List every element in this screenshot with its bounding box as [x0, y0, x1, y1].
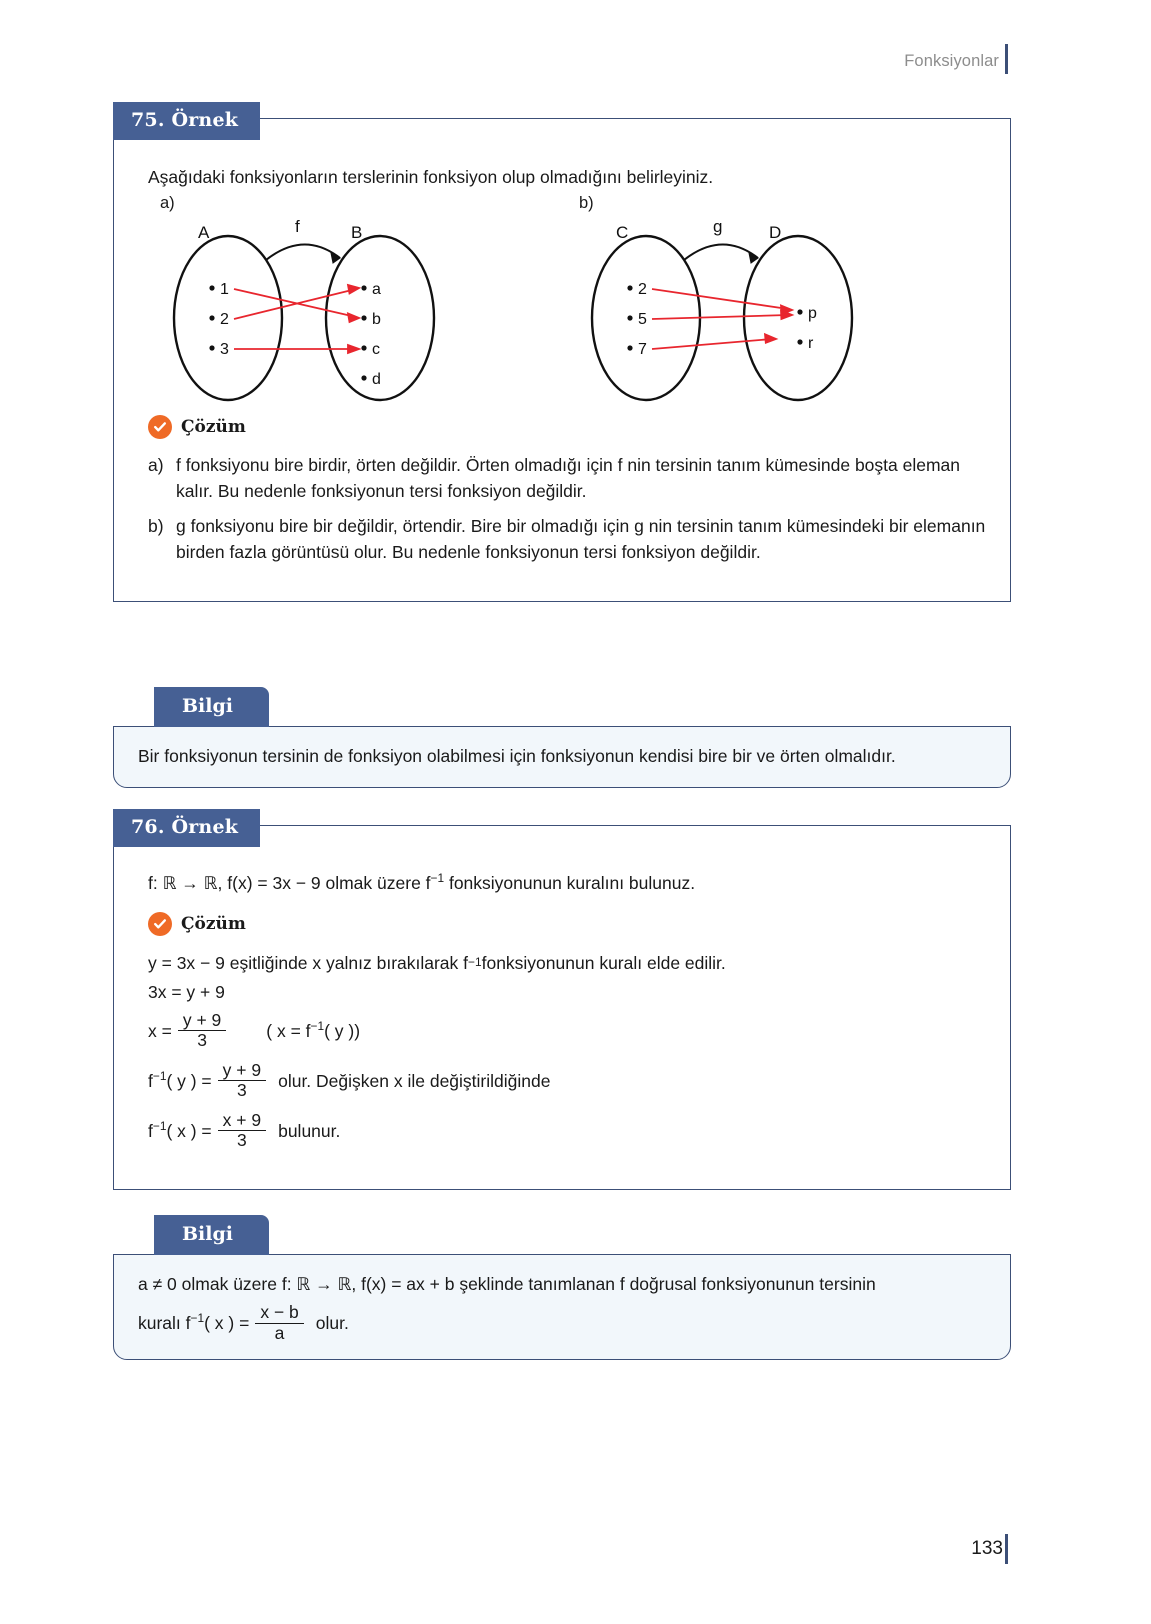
info-box-2-body	[113, 1254, 1011, 1360]
element-label-c: c	[372, 341, 380, 359]
math-line-4-numerator: y + 9	[222, 1059, 262, 1080]
header-title: Fonksiyonlar	[904, 51, 999, 70]
math-line-3-note-open: ( x = f	[266, 1020, 311, 1041]
info-box-1-tab: Bilgi	[154, 687, 269, 727]
info-box-2-formula-tail: olur.	[315, 1313, 349, 1334]
math-line-1-part2: fonksiyonunun kuralı elde edilir.	[481, 953, 726, 974]
solution-heading-76	[148, 912, 988, 936]
element-dot-3	[209, 346, 214, 351]
element-label-5: 5	[638, 311, 647, 329]
mapping-arrow-2-to-p	[652, 289, 788, 309]
page-number-accent-bar	[1005, 1534, 1008, 1564]
info-box-2-line-1: a ≠ 0 olmak üzere f: ℝ → ℝ, f(x) = ax + b şeklinde tanımlanan f doğrusal fonksiyonunun tersinin	[138, 1274, 876, 1294]
example-75-container	[113, 109, 1011, 602]
mapping-arrowhead-7-to-r	[765, 335, 776, 344]
math-line-3-numerator: y + 9	[182, 1009, 222, 1030]
math-line-4-lhs-f: f	[148, 1070, 153, 1091]
math-line-5-lhs-rest: ( x ) =	[166, 1120, 212, 1141]
info-box-2-formula-rest: ( x ) =	[204, 1313, 250, 1334]
element-dot-2	[627, 286, 632, 291]
math-line-1-part1: y = 3x − 9 eşitliğinde x yalnız bırakılarak f	[148, 953, 469, 974]
example-76-prompt	[148, 870, 988, 896]
page-number: 133	[971, 1538, 1003, 1559]
element-dot-b	[361, 316, 366, 321]
math-line-4-fraction	[218, 1061, 266, 1101]
set-a-label: A	[198, 223, 210, 243]
math-line-5-fraction	[218, 1111, 266, 1151]
solution-marker-a: a)	[148, 455, 164, 476]
math-line-5-denominator: 3	[218, 1130, 266, 1151]
venn-diagram-a	[158, 216, 448, 411]
mapping-arrowhead-1-to-b	[348, 314, 359, 323]
element-dot-5	[627, 316, 632, 321]
info-box-2-container	[113, 1215, 1011, 1360]
solution-list-75	[148, 453, 988, 566]
info-box-2-tab: Bilgi	[154, 1215, 269, 1255]
math-line-3-denominator: 3	[178, 1030, 226, 1051]
check-circle-icon	[148, 415, 172, 439]
element-label-3: 3	[220, 341, 229, 359]
element-label-1: 1	[220, 281, 229, 299]
element-label-2: 2	[638, 281, 647, 299]
element-dot-c	[361, 346, 366, 351]
example-76-prompt-part1: f: ℝ → ℝ, f(x) = 3x − 9 olmak üzere f	[148, 872, 431, 893]
set-b-label: B	[351, 223, 363, 243]
info-box-2-formula-pre: kuralı f	[138, 1313, 191, 1334]
element-label-r: r	[808, 335, 814, 353]
math-line-5	[148, 1109, 988, 1153]
solution-text-b: g fonksiyonu bire bir değildir, örtendir. Bire bir olmadığı için g nin tersinin tanım kümesindeki bir elemanın birden fazla görüntüsü olur. Bu nedenle fonksiyonun tersi fonksiyon değildir.	[176, 516, 986, 563]
function-label-f: f	[295, 217, 300, 237]
mapping-arrow-7-to-r	[652, 339, 772, 349]
set-d-label: D	[769, 223, 782, 243]
math-line-1	[148, 950, 988, 976]
math-line-4	[148, 1059, 988, 1103]
example-76-prompt-sup: −1	[430, 871, 445, 885]
example-75-prompt: Aşağıdaki fonksiyonların terslerinin fonksiyon olup olmadığını belirleyiniz.	[148, 167, 714, 187]
math-line-3-fraction	[178, 1011, 226, 1051]
element-label-2: 2	[220, 311, 229, 329]
venn-diagram-a-svg	[158, 216, 448, 406]
check-circle-icon	[148, 912, 172, 936]
solution-text-a: f fonksiyonu bire birdir, örten değildir. Örten olmadığı için f nin tersinin tanım kümesinde boşta eleman kalır. Bu nedenle fonksiyonun tersi fonksiyon değildir.	[176, 455, 961, 502]
math-line-4-lhs	[148, 1068, 212, 1094]
element-dot-2	[209, 316, 214, 321]
element-dot-r	[797, 340, 802, 345]
venn-diagram-b	[576, 216, 866, 411]
element-label-7: 7	[638, 341, 647, 359]
example-76-container	[113, 816, 1011, 1190]
math-line-3	[148, 1009, 988, 1053]
math-line-4-tail: olur. Değişken x ile değiştirildiğinde	[278, 1070, 551, 1091]
solution-item-b	[148, 514, 988, 566]
info-box-2-numerator: x − b	[260, 1302, 299, 1323]
solution-heading-75	[148, 415, 988, 439]
math-line-5-tail: bulunur.	[278, 1120, 341, 1141]
venn-diagram-b-svg	[576, 216, 866, 406]
solution-label-76: Çözüm	[181, 914, 246, 935]
function-arc-g	[684, 245, 758, 261]
info-box-1	[113, 687, 1011, 788]
math-line-5-lhs-sup: −1	[152, 1118, 167, 1133]
mapping-arrowhead-2-to-a	[348, 285, 359, 294]
info-box-1-body: Bir fonksiyonun tersinin de fonksiyon olabilmesi için fonksiyonun kendisi bire bir ve örten olmalıdır.	[113, 726, 1011, 788]
math-line-5-lhs-f: f	[148, 1120, 153, 1141]
math-line-4-lhs-sup: −1	[152, 1068, 167, 1083]
math-line-3-note	[266, 1018, 360, 1044]
example-76-box	[113, 816, 1011, 1190]
element-label-b: b	[372, 311, 381, 329]
check-icon-glyph	[152, 916, 168, 932]
element-label-p: p	[808, 305, 817, 323]
info-box-2-denominator: a	[255, 1323, 303, 1344]
mapping-arrow-5-to-p	[652, 315, 788, 319]
info-box-2-formula-sup: −1	[190, 1311, 205, 1326]
math-line-4-lhs-rest: ( y ) =	[166, 1070, 212, 1091]
info-box-1-container	[113, 687, 1011, 788]
check-icon-glyph	[152, 419, 168, 435]
math-line-1-sup: −1	[468, 955, 482, 970]
solution-marker-b: b)	[148, 516, 164, 537]
info-box-2-formula-lhs	[138, 1310, 249, 1336]
math-line-3-note-sup: −1	[310, 1018, 325, 1033]
header-accent-bar	[1005, 44, 1008, 74]
mapping-arrowhead-3-to-c	[348, 345, 359, 353]
set-c-label: C	[616, 223, 629, 243]
sublabel-b: b)	[579, 194, 594, 213]
venn-diagrams-row	[136, 194, 988, 409]
element-dot-d	[361, 376, 366, 381]
example-76-prompt-part2: fonksiyonunun kuralını bulunuz.	[444, 872, 696, 893]
element-label-a: a	[372, 281, 381, 299]
math-line-2: 3x = y + 9	[148, 982, 225, 1003]
set-d-ellipse	[744, 236, 852, 400]
info-box-2-fraction	[255, 1303, 303, 1343]
solution-item-a	[148, 453, 988, 505]
math-line-3-lhs: x =	[148, 1020, 172, 1041]
element-dot-7	[627, 346, 632, 351]
info-box-2-line-2	[138, 1301, 986, 1345]
example-75-box	[113, 109, 1011, 602]
function-label-g: g	[713, 217, 723, 237]
math-line-4-denominator: 3	[218, 1080, 266, 1101]
sublabel-a: a)	[160, 194, 175, 213]
element-label-d: d	[372, 371, 381, 389]
math-line-5-lhs	[148, 1118, 212, 1144]
solution-label-75: Çözüm	[181, 417, 246, 438]
element-dot-1	[209, 286, 214, 291]
example-75-tab: 75. Örnek	[113, 102, 260, 140]
math-line-5-numerator: x + 9	[222, 1109, 262, 1130]
element-dot-p	[797, 310, 802, 315]
element-dot-a	[361, 286, 366, 291]
math-line-3-note-close: ( y ))	[324, 1020, 361, 1041]
example-76-tab: 76. Örnek	[113, 809, 260, 847]
page-header	[0, 44, 1151, 78]
function-arc-f	[266, 245, 340, 261]
info-box-2	[113, 1215, 1011, 1360]
